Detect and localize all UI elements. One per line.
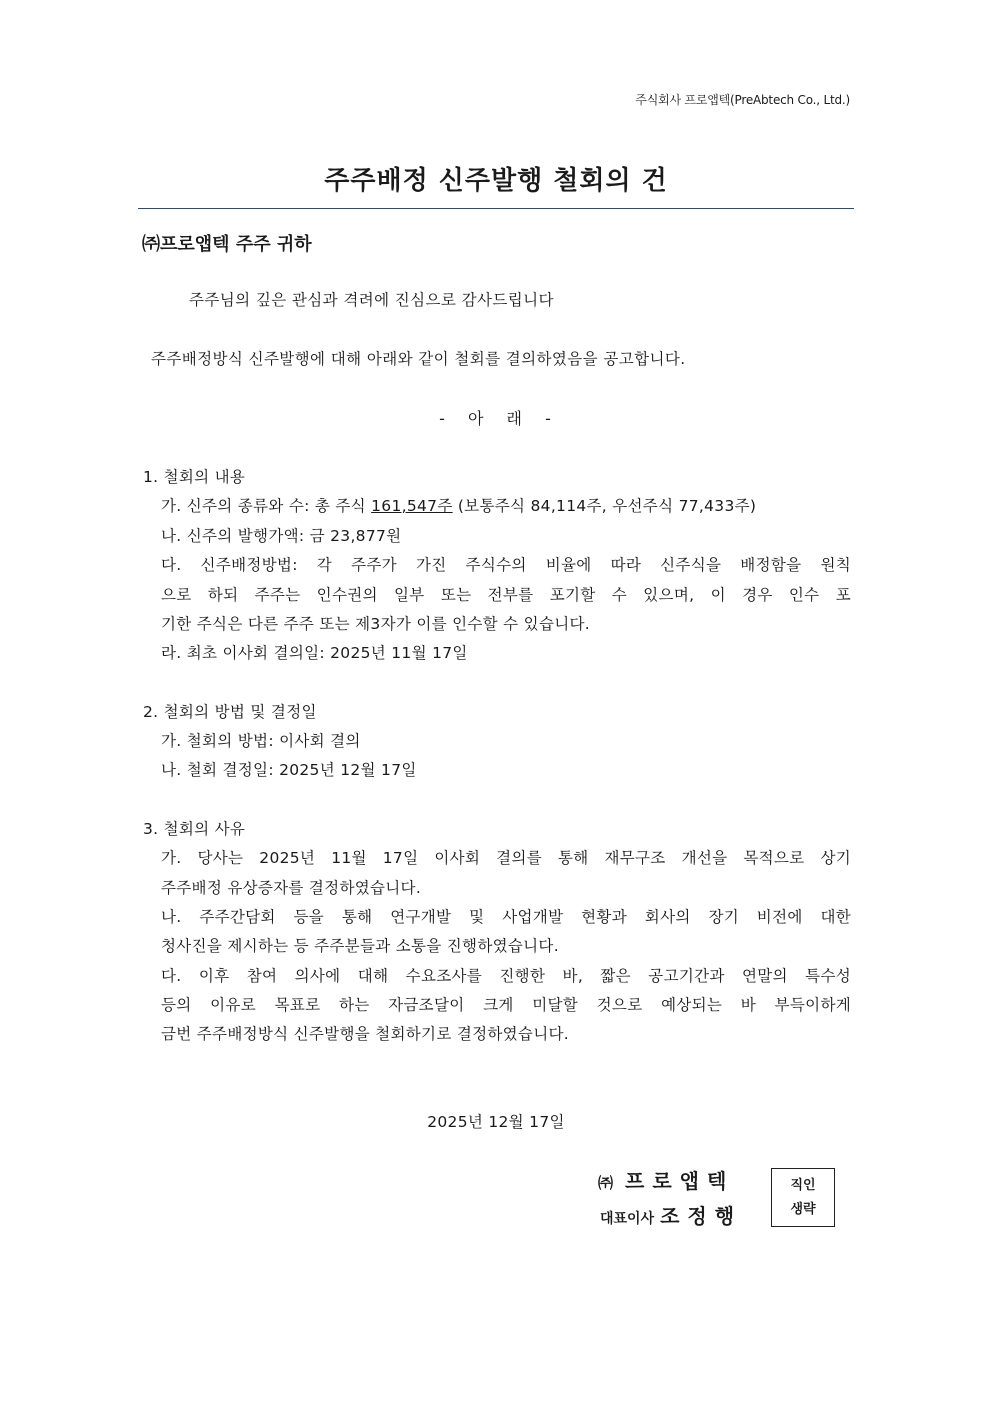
signature-company (598, 1165, 734, 1194)
section-1-item-da-line2: 으로 하되 주주는 인수권의 일부 또는 전부를 포기할 수 있으며, 이 경우 인수 포 (161, 586, 851, 604)
section-3-heading: 3. 철회의 사유 (143, 820, 246, 838)
seal-text-line2: 생략 (790, 1201, 816, 1217)
ceo-title: 대표이사 (600, 1211, 655, 1227)
title-divider (138, 208, 854, 209)
section-3-item-ga-line1: 가. 당사는 2025년 11월 17일 이사회 결의를 통해 재무구조 개선을 목적으로 상기 (161, 849, 851, 867)
section-1-item-da-line1: 다. 신주배정방법: 각 주주가 가진 주식수의 비율에 따라 신주식을 배정함을 원칙 (161, 556, 851, 574)
section-3-item-da-line2: 등의 이유로 목표로 하는 자금조달이 크게 미달할 것으로 예상되는 바 부득이하게 (161, 996, 851, 1014)
section-3-item-da-line3: 금번 주주배정방식 신주발행을 철회하기로 결정하였습니다. (161, 1025, 569, 1043)
section-1-item-ga (161, 494, 756, 516)
section-1-item-na: 나. 신주의 발행가액: 금 23,877원 (161, 527, 402, 545)
official-seal-omitted-box (771, 1168, 835, 1227)
company-mark: ㈜ (598, 1174, 614, 1192)
section-3-item-na-line1: 나. 주주간담회 등을 통해 연구개발 및 사업개발 현황과 회사의 장기 비전에 대한 (161, 908, 851, 926)
section-1-item-ra: 라. 최초 이사회 결의일: 2025년 11월 17일 (161, 644, 468, 662)
document-date: 2025년 12월 17일 (427, 1113, 565, 1131)
signature-ceo (600, 1200, 742, 1229)
section-2-item-na: 나. 철회 결정일: 2025년 12월 17일 (161, 761, 417, 779)
section-3-item-na-line2: 청사진을 제시하는 등 주주분들과 소통을 진행하였습니다. (161, 937, 559, 955)
recipient-line: ㈜프로앱텍 주주 귀하 (142, 234, 312, 255)
greeting-text: 주주님의 깊은 관심과 격려에 진심으로 감사드립니다 (189, 291, 554, 309)
seal-text-line1: 직인 (790, 1177, 816, 1193)
ceo-name: 조정행 (660, 1204, 743, 1228)
header-company-name: 주식회사 프로앱텍(PreAbtech Co., Ltd.) (635, 93, 850, 107)
section-2-heading: 2. 철회의 방법 및 결정일 (143, 703, 317, 721)
section-3-item-da-line1: 다. 이후 참여 의사에 대해 수요조사를 진행한 바, 짧은 공고기간과 연말의 특수성 (161, 967, 851, 985)
signature-company-name: 프로앱텍 (625, 1169, 735, 1193)
item-prefix: 가. 신주의 종류와 수: 총 주식 (161, 497, 372, 515)
total-shares: 161,547주 (371, 497, 453, 515)
document-title: 주주배정 신주발행 철회의 건 (324, 166, 668, 196)
item-suffix: (보통주식 84,114주, 우선주식 77,433주) (452, 497, 757, 515)
section-3-item-ga-line2: 주주배정 유상증자를 결정하였습니다. (161, 879, 422, 897)
section-2-item-ga: 가. 철회의 방법: 이사회 결의 (161, 732, 361, 750)
section-1-item-da-line3: 기한 주식은 다른 주주 또는 제3자가 이를 인수할 수 있습니다. (161, 615, 590, 633)
below-label: - 아 래 - (439, 409, 553, 428)
notice-text: 주주배정방식 신주발행에 대해 아래와 같이 철회를 결의하였음을 공고합니다. (151, 350, 686, 368)
section-1-heading: 1. 철회의 내용 (143, 468, 246, 486)
